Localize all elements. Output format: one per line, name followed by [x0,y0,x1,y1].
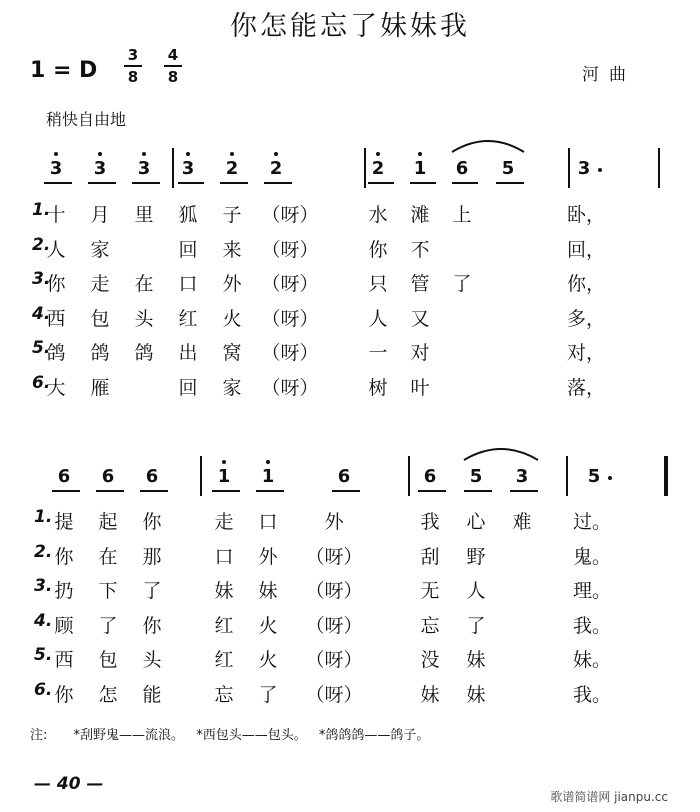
lyric-word: 只 [368,273,388,295]
lyric-word: 怎 [98,683,118,706]
lyric-word: 妹 [466,683,486,706]
lyric-word: （呀） [305,580,363,602]
lyric-word: 多， [567,307,606,330]
key-signature: 1 = D [30,58,98,83]
meter-denominator: 8 [127,68,139,86]
note: 6 [101,466,115,487]
lyric-word: 包 [90,307,110,330]
tempo-marking: 稍快自由地 [46,110,127,129]
lyric-word: 妹 [214,580,234,602]
lyric-word: 火 [258,649,278,671]
note: 3 [90,158,110,179]
lyric-word: 野 [466,545,486,568]
verse-number: 3. [34,576,53,596]
footnotes [30,724,429,743]
lyric-word: 头 [134,307,154,330]
lyric-word: 了 [258,683,278,706]
meter-denominator: 8 [167,68,179,86]
lyric-word: 大 [46,376,66,399]
lyric-word: 你， [567,273,606,295]
lyric-word: 子 [222,204,242,226]
lyric-word: （呀） [261,307,319,330]
note: 2 [222,158,242,179]
lyric-word: （呀） [305,683,363,706]
verse-number: 4. [32,303,51,324]
lyric-word: 对， [567,342,606,364]
lyric-word: 不 [410,238,430,261]
lyric-word: 西 [46,307,66,330]
lyric-word: 鸽 [134,342,154,364]
lyric-word: 心 [466,511,486,533]
lyric-word: 窝 [222,342,242,364]
lyric-word: （呀） [305,649,363,671]
note: 3 [515,466,529,487]
footnote-item: *刮野鬼——流浪。 [73,728,185,743]
footnote-item: *鸽鸽鸽——鸽子。 [318,728,430,743]
lyric-word: 红 [178,307,198,330]
lyric-word: 下 [98,580,118,602]
lyric-word: 鸽 [46,342,66,364]
lyric-word: 妹 [258,580,278,602]
note: 6 [337,466,351,487]
note: 2 [266,158,286,179]
lyric-word: 我。 [573,683,612,706]
lyric-word: 滩 [410,204,430,226]
lyric-word: 火 [222,307,242,330]
verse-number: 5. [32,338,51,358]
lyric-word: 我。 [573,614,612,637]
lyric-word: （呀） [305,545,363,568]
page-number: — 40 — [34,774,104,794]
lyric-word: 提 [54,511,74,533]
lyric-word: 鸽 [90,342,110,364]
lyric-word: 人 [368,307,388,330]
note: 6 [423,466,437,487]
lyric-word: 口 [178,273,198,295]
lyric-word: 我 [420,511,440,533]
lyric-word: 了 [452,273,472,295]
verse-number: 2. [34,541,53,562]
lyric-word: 口 [258,511,278,533]
lyric-word: 西 [54,649,74,671]
lyric-word: 忘 [420,614,440,637]
lyric-word: 妹 [466,649,486,671]
note: 6 [455,158,469,179]
footnote-item: *西包头——包头。 [196,728,307,743]
lyric-word: 红 [214,649,234,671]
lyric-word: （呀） [305,614,363,637]
note: 1 [258,466,278,487]
lyric-word: 狐 [178,204,198,226]
lyric-word: 回 [178,376,198,399]
lyric-word: 顾 [54,614,74,637]
lyric-word: 头 [142,649,162,671]
lyric-word: 水 [368,204,388,226]
verse-number: 6. [34,679,53,700]
verse-number: 6. [32,372,51,393]
lyric-word: 鬼。 [573,545,612,568]
lyric-word: 回， [567,238,606,261]
lyric-word: 你 [142,614,162,637]
note: 3 [577,158,591,179]
meter-numerator: 3 [127,46,139,64]
note: 2 [368,158,388,179]
lyric-word: 外 [324,511,344,533]
lyric-word: 难 [512,511,532,533]
note: 6 [57,466,71,487]
lyric-word: 在 [134,273,154,295]
lyric-word: 外 [258,545,278,568]
lyric-word: 回 [178,238,198,261]
meter-numerator: 4 [167,46,179,64]
note: 1 [410,158,430,179]
lyric-word: 起 [98,511,118,533]
lyric-word: 红 [214,614,234,637]
lyric-word: 外 [222,273,242,295]
song-title: 你怎能忘了妹妹我 [230,11,470,42]
note: 5 [587,466,601,487]
verse-number: 4. [34,610,53,631]
lyric-word: （呀） [261,342,319,364]
lyric-word: 你 [368,238,388,261]
lyric-word: 一 [368,342,388,364]
lyric-word: 家 [222,376,242,399]
footnote-label: 注: [30,728,48,743]
verse-number: 1. [34,507,53,527]
lyric-word: 火 [258,614,278,637]
note: 5 [469,466,483,487]
lyric-word: （呀） [261,238,319,261]
lyric-word: 管 [410,273,430,295]
lyric-word: 包 [98,649,118,671]
lyric-word: 雁 [90,376,110,399]
lyric-word: 出 [178,342,198,364]
watermark: 歌谱简谱网 jianpu.cc [550,790,668,804]
note: 5 [501,158,515,179]
verse-number: 5. [34,645,53,665]
lyric-word: 忘 [214,683,234,706]
lyric-word: 月 [90,204,110,226]
lyric-word: 口 [214,545,234,568]
lyric-word: 走 [90,273,110,295]
lyric-word: 对 [410,342,430,364]
lyric-word: 树 [368,376,388,399]
lyric-word: 了 [142,580,162,602]
lyric-word: 理。 [573,580,612,602]
lyric-word: 那 [142,545,162,568]
lyric-word: 里 [134,204,154,226]
note: 1 [214,466,234,487]
lyric-word: 上 [452,204,472,226]
lyric-word: 过。 [573,511,612,533]
slur-curve [464,449,538,460]
song-origin: 河曲 [582,65,636,85]
lyric-word: 落， [567,376,606,399]
lyric-word: 你 [142,511,162,533]
note: 3 [178,158,198,179]
lyric-word: 妹。 [573,649,612,671]
lyric-word: 扔 [54,580,74,602]
lyric-word: 你 [54,683,74,706]
lyric-word: （呀） [261,273,319,295]
lyric-word: 来 [222,238,242,261]
lyric-word: 家 [90,238,110,261]
lyric-word: 走 [214,511,234,533]
note: 3 [134,158,154,179]
lyric-word: 你 [54,545,74,568]
lyric-word: 十 [46,204,66,226]
lyric-word: 又 [410,307,430,330]
lyric-word: 了 [466,614,486,637]
lyric-word: 你 [46,273,66,295]
lyric-word: （呀） [261,376,319,399]
lyric-word: 无 [420,580,440,602]
verse-number: 3. [32,269,51,289]
lyric-word: 人 [46,238,66,261]
lyric-word: 在 [98,545,118,568]
lyric-word: 叶 [410,376,430,399]
note: 3 [46,158,66,179]
verse-number: 1. [32,200,51,220]
lyric-word: 没 [420,649,440,671]
lyric-word: 能 [142,683,162,706]
lyric-word: （呀） [261,204,319,226]
lyric-word: 了 [98,614,118,637]
lyric-word: 妹 [420,683,440,706]
lyric-word: 刮 [420,545,440,568]
note: 6 [145,466,159,487]
verse-number: 2. [32,234,51,255]
lyric-word: 人 [466,580,486,602]
lyric-word: 卧， [567,204,606,226]
